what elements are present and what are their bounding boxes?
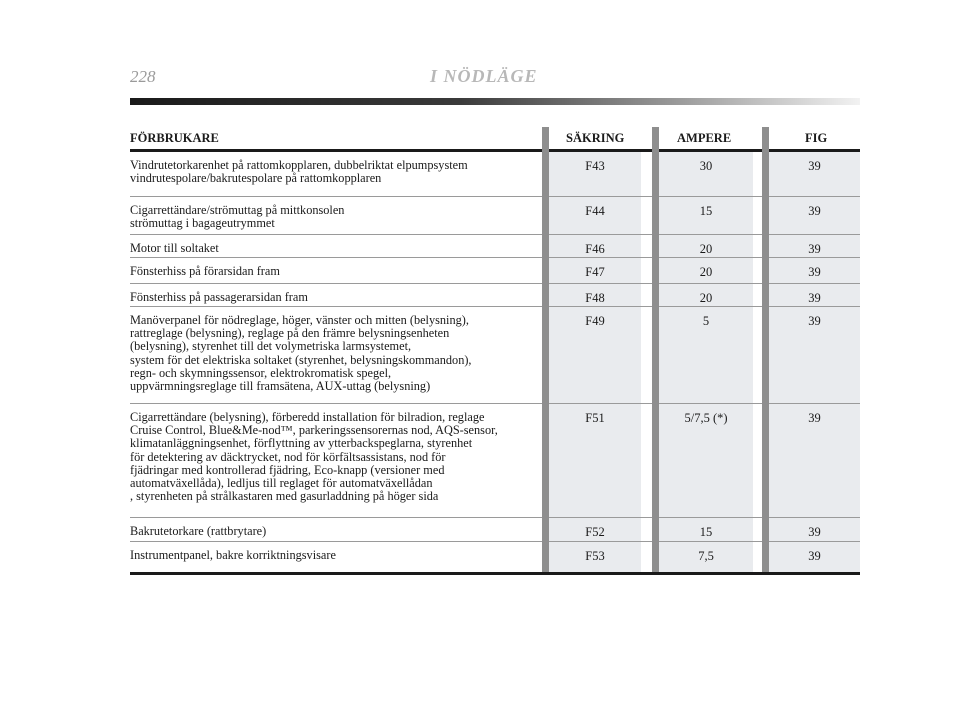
ampere-cell: 15	[699, 525, 713, 539]
table-row	[130, 284, 860, 307]
fuse-cell: F43	[585, 159, 605, 173]
consumer-cell: Motor till soltaket	[130, 241, 219, 255]
fig-cell: 39	[808, 314, 821, 328]
fig-cell: 39	[808, 242, 821, 256]
column-separator	[652, 127, 659, 575]
ampere-cell: 15	[699, 204, 713, 218]
consumer-cell: Fönsterhiss på passagerarsidan fram	[130, 290, 308, 304]
fig-cell: 39	[808, 265, 821, 279]
header-consumer: FÖRBRUKARE	[130, 131, 219, 145]
table-row	[130, 404, 860, 518]
table-row	[130, 307, 860, 404]
ampere-cell: 5/7,5 (*)	[684, 411, 728, 425]
fig-cell: 39	[808, 159, 821, 173]
fuse-cell: F46	[585, 242, 605, 256]
consumer-cell: Bakrutetorkare (rattbrytare)	[130, 524, 267, 538]
header-rule	[130, 98, 860, 105]
fuse-table	[130, 127, 860, 575]
table-row	[130, 258, 860, 284]
ampere-cell: 30	[699, 159, 713, 173]
fig-cell: 39	[808, 204, 821, 218]
fig-cell: 39	[808, 525, 821, 539]
fig-cell: 39	[808, 291, 821, 305]
fuse-cell: F49	[585, 314, 605, 328]
column-separator	[542, 127, 549, 575]
ampere-cell: 20	[699, 291, 713, 305]
table-header	[130, 127, 860, 149]
ampere-cell: 20	[699, 265, 713, 279]
consumer-cell: Manöverpanel för nödreglage, höger, vänster och mitten (belysning), rattreglage (belysning), reglage på den främre belysningsenheten (belysning), styrenhet till det volymetriska larmsystemet, system för det elektriska soltaket (styrenhet, belysningskommandon), regn- och skymningssensor, elektrokromatisk spegel, uppvärmningsreglage till framsätena, AUX-uttag (belysning)	[130, 313, 472, 394]
header-fuse: SÄKRING	[566, 131, 625, 145]
ampere-cell: 20	[699, 242, 713, 256]
header-fig: FIG	[805, 131, 828, 145]
page-number: 228	[130, 67, 156, 86]
fig-cell: 39	[808, 411, 821, 425]
table-row	[130, 518, 860, 542]
fuse-cell: F48	[585, 291, 605, 305]
ampere-cell: 5	[702, 314, 710, 328]
consumer-cell: Cigarrettändare (belysning), förberedd installation för bilradion, reglage Cruise Control, Blue&Me-nod™, parkeringssensorernas nod, AQS-sensor, klimatanläggningsenhet, förflyttning av ytterbackspeglarna, styrenhet för detektering av däcktrycket, nod för körfältsassistans, nod för fjädringar med kontrollerad fjädring, Eco-knapp (versioner med automatväxellåda), ledljus till reglaget för automatväxellådan , styrenheten på strålkastaren med gasurladdning på höger sida	[130, 410, 498, 504]
fuse-cell: F52	[585, 525, 605, 539]
table-row	[130, 152, 860, 197]
ampere-cell: 7,5	[698, 549, 714, 563]
section-title: I NÖDLÄGE	[430, 66, 538, 86]
table-bottom-rule	[130, 572, 860, 575]
table-row	[130, 542, 860, 570]
consumer-cell: Cigarrettändare/strömuttag på mittkonsolen strömuttag i bagageutrymmet	[130, 203, 345, 231]
fuse-cell: F47	[585, 265, 605, 279]
fuse-cell: F53	[585, 549, 605, 563]
fig-cell: 39	[808, 549, 821, 563]
table-row	[130, 235, 860, 258]
consumer-cell: Fönsterhiss på förarsidan fram	[130, 264, 280, 278]
header-ampere: AMPERE	[677, 131, 732, 145]
table-row	[130, 197, 860, 235]
fuse-cell: F51	[585, 411, 605, 425]
fuse-cell: F44	[585, 204, 605, 218]
consumer-cell: Vindrutetorkarenhet på rattomkopplaren, dubbelriktat elpumpsystem vindrutespolare/bakrutespolare på rattomkopplaren	[130, 158, 468, 186]
column-separator	[762, 127, 769, 575]
consumer-cell: Instrumentpanel, bakre korriktningsvisare	[130, 548, 336, 562]
